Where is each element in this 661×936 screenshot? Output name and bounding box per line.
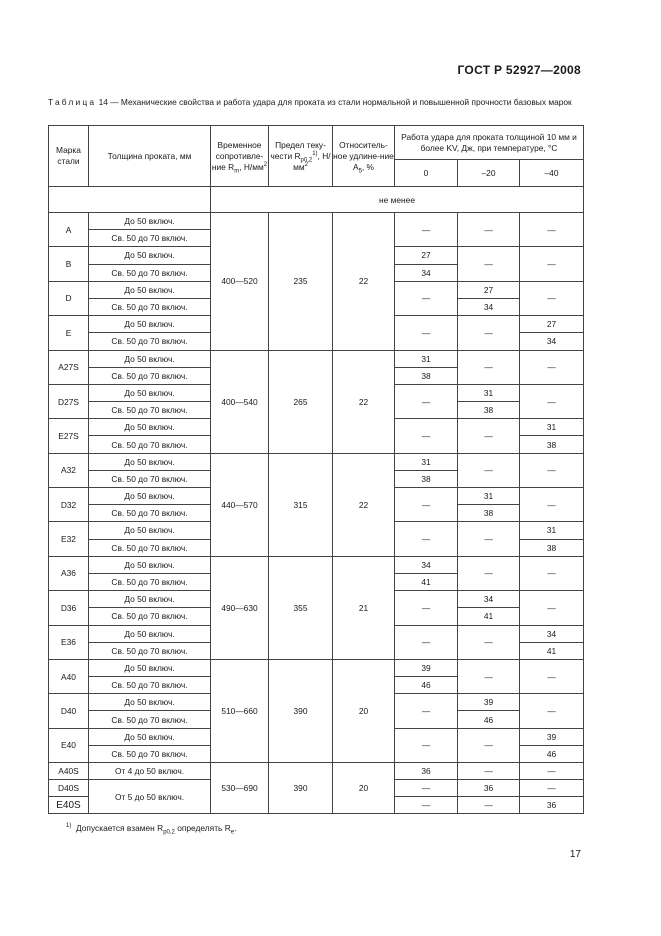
header-elongation: Относитель-ное удлине-ние $A_5$, % xyxy=(333,126,395,187)
grade-cell: D40S xyxy=(49,780,89,797)
thickness-cell: До 50 включ. xyxy=(89,453,211,470)
thickness-cell: Св. 50 до 70 включ. xyxy=(89,436,211,453)
elongation-cell: 22 xyxy=(333,453,395,556)
impact-cell: 34 xyxy=(520,625,584,642)
grade-cell: E xyxy=(49,316,89,350)
impact-cell: 34 xyxy=(458,298,520,315)
header-impact: Работа удара для проката толщиной 10 мм и более KV, Дж, при температуре, °С xyxy=(395,126,584,160)
impact-cell: 31 xyxy=(520,419,584,436)
thickness-cell: Св. 50 до 70 включ. xyxy=(89,711,211,728)
impact-cell: — xyxy=(395,281,458,315)
impact-cell: 31 xyxy=(458,384,520,401)
thickness-cell: До 50 включ. xyxy=(89,350,211,367)
impact-cell: — xyxy=(395,213,458,247)
thickness-cell: До 50 включ. xyxy=(89,247,211,264)
document-code: ГОСТ Р 52927—2008 xyxy=(457,63,581,77)
impact-cell: — xyxy=(395,316,458,350)
tensile-cell: 530—690 xyxy=(211,763,269,814)
elongation-cell: 20 xyxy=(333,659,395,762)
impact-cell: — xyxy=(458,522,520,556)
tensile-cell: 400—540 xyxy=(211,350,269,453)
impact-cell: — xyxy=(395,780,458,797)
impact-cell: 38 xyxy=(458,402,520,419)
impact-cell: 27 xyxy=(395,247,458,264)
thickness-cell: Св. 50 до 70 включ. xyxy=(89,505,211,522)
tensile-cell: 510—660 xyxy=(211,659,269,762)
grade-cell: E40 xyxy=(49,728,89,762)
impact-cell: — xyxy=(458,350,520,384)
thickness-cell: От 5 до 50 включ. xyxy=(89,780,211,814)
impact-cell: 31 xyxy=(395,350,458,367)
thickness-cell: Св. 50 до 70 включ. xyxy=(89,745,211,762)
yield-cell: 390 xyxy=(269,659,333,762)
impact-cell: 31 xyxy=(458,488,520,505)
thickness-cell: До 50 включ. xyxy=(89,728,211,745)
yield-cell: 235 xyxy=(269,213,333,351)
impact-cell: — xyxy=(520,213,584,247)
impact-cell: 39 xyxy=(395,659,458,676)
impact-cell: 31 xyxy=(520,522,584,539)
impact-cell: — xyxy=(520,659,584,693)
yield-cell: 390 xyxy=(269,763,333,814)
impact-cell: — xyxy=(395,694,458,728)
impact-cell: 38 xyxy=(520,539,584,556)
impact-cell: 34 xyxy=(520,333,584,350)
thickness-cell: Св. 50 до 70 включ. xyxy=(89,402,211,419)
impact-cell: — xyxy=(458,728,520,762)
header-temp-minus40: –40 xyxy=(520,160,584,187)
impact-cell: 36 xyxy=(458,780,520,797)
grade-cell: A27S xyxy=(49,350,89,384)
impact-cell: — xyxy=(520,350,584,384)
header-temp-0: 0 xyxy=(395,160,458,187)
impact-cell: 46 xyxy=(395,677,458,694)
thickness-cell: До 50 включ. xyxy=(89,316,211,333)
impact-cell: — xyxy=(520,488,584,522)
impact-cell: 38 xyxy=(395,367,458,384)
grade-cell: A32 xyxy=(49,453,89,487)
impact-cell: — xyxy=(520,780,584,797)
header-grade: Марка стали xyxy=(49,126,89,187)
thickness-cell: До 50 включ. xyxy=(89,659,211,676)
impact-cell: 34 xyxy=(458,591,520,608)
elongation-cell: 20 xyxy=(333,763,395,814)
elongation-cell: 22 xyxy=(333,350,395,453)
impact-cell: 27 xyxy=(458,281,520,298)
yield-cell: 315 xyxy=(269,453,333,556)
impact-cell: — xyxy=(458,213,520,247)
thickness-cell: До 50 включ. xyxy=(89,419,211,436)
impact-cell: — xyxy=(458,763,520,780)
table-caption xyxy=(48,96,586,108)
thickness-cell: Св. 50 до 70 включ. xyxy=(89,470,211,487)
thickness-cell: До 50 включ. xyxy=(89,694,211,711)
elongation-cell: 22 xyxy=(333,213,395,351)
thickness-cell: Св. 50 до 70 включ. xyxy=(89,230,211,247)
impact-cell: 38 xyxy=(520,436,584,453)
table-body xyxy=(49,213,584,814)
thickness-cell: До 50 включ. xyxy=(89,384,211,401)
table-row xyxy=(49,556,584,573)
thickness-cell: До 50 включ. xyxy=(89,213,211,230)
thickness-cell: Св. 50 до 70 включ. xyxy=(89,642,211,659)
thickness-cell: До 50 включ. xyxy=(89,625,211,642)
caption-text: — Механические свойства и работа удара для проката из стали нормальной и повышенной прочности базовых марок xyxy=(110,97,572,107)
thickness-cell: От 4 до 50 включ. xyxy=(89,763,211,780)
impact-cell: — xyxy=(458,247,520,281)
impact-cell: 41 xyxy=(395,573,458,590)
impact-cell: — xyxy=(520,556,584,590)
impact-cell: 39 xyxy=(458,694,520,711)
tensile-cell: 440—570 xyxy=(211,453,269,556)
thickness-cell: До 50 включ. xyxy=(89,591,211,608)
impact-cell: — xyxy=(458,797,520,814)
grade-cell: D36 xyxy=(49,591,89,625)
thickness-cell: Св. 50 до 70 включ. xyxy=(89,573,211,590)
thickness-cell: Св. 50 до 70 включ. xyxy=(89,298,211,315)
tensile-cell: 400—520 xyxy=(211,213,269,351)
table-row xyxy=(49,763,584,780)
header-thickness: Толщина проката, мм xyxy=(89,126,211,187)
elongation-cell: 21 xyxy=(333,556,395,659)
grade-cell: E36 xyxy=(49,625,89,659)
impact-cell: — xyxy=(520,384,584,418)
grade-cell: E27S xyxy=(49,419,89,453)
table-row xyxy=(49,659,584,676)
caption-label: Таблица xyxy=(48,97,97,107)
impact-cell: — xyxy=(520,453,584,487)
impact-cell: — xyxy=(458,453,520,487)
grade-cell: A36 xyxy=(49,556,89,590)
grade-cell: A40S xyxy=(49,763,89,780)
impact-cell: 38 xyxy=(395,470,458,487)
impact-cell: — xyxy=(395,488,458,522)
table-row xyxy=(49,213,584,230)
header-min-note: не менее xyxy=(211,187,584,213)
grade-cell: E32 xyxy=(49,522,89,556)
impact-cell: — xyxy=(458,556,520,590)
impact-cell: — xyxy=(395,522,458,556)
impact-cell: — xyxy=(395,384,458,418)
impact-cell: — xyxy=(458,625,520,659)
impact-cell: 39 xyxy=(520,728,584,745)
impact-cell: — xyxy=(458,316,520,350)
page-number: 17 xyxy=(569,849,581,860)
table-row xyxy=(49,350,584,367)
grade-cell: D27S xyxy=(49,384,89,418)
impact-cell: 27 xyxy=(520,316,584,333)
tensile-cell: 490—630 xyxy=(211,556,269,659)
impact-cell: — xyxy=(395,728,458,762)
grade-cell: A40 xyxy=(49,659,89,693)
impact-cell: 46 xyxy=(520,745,584,762)
grade-cell: D xyxy=(49,281,89,315)
thickness-cell: Св. 50 до 70 включ. xyxy=(89,677,211,694)
impact-cell: — xyxy=(520,591,584,625)
impact-cell: 36 xyxy=(395,763,458,780)
thickness-cell: Св. 50 до 70 включ. xyxy=(89,367,211,384)
yield-cell: 355 xyxy=(269,556,333,659)
header-yield: Предел теку-чести $R_{p0,2}^{1)}$, $Н/мм^2$ xyxy=(269,126,333,187)
impact-cell: 41 xyxy=(520,642,584,659)
impact-cell: — xyxy=(520,694,584,728)
impact-cell: — xyxy=(520,281,584,315)
thickness-cell: До 50 включ. xyxy=(89,556,211,573)
impact-cell: — xyxy=(395,419,458,453)
thickness-cell: До 50 включ. xyxy=(89,281,211,298)
impact-cell: 34 xyxy=(395,556,458,573)
impact-cell: 38 xyxy=(458,505,520,522)
impact-cell: — xyxy=(520,763,584,780)
header-temp-minus20: –20 xyxy=(458,160,520,187)
impact-cell: 36 xyxy=(520,797,584,814)
impact-cell: — xyxy=(395,797,458,814)
grade-cell: A xyxy=(49,213,89,247)
footnote: $^{1)}$ Допускается взамен $R_{p0,2}$ определять $R_e$. xyxy=(66,823,237,836)
impact-cell: 46 xyxy=(458,711,520,728)
grade-cell: B xyxy=(49,247,89,281)
header-tensile: Временное сопротивле-ние $R_m$, $Н/мм^2$ xyxy=(211,126,269,187)
thickness-cell: До 50 включ. xyxy=(89,488,211,505)
impact-cell: 34 xyxy=(395,264,458,281)
impact-cell: 31 xyxy=(395,453,458,470)
thickness-cell: Св. 50 до 70 включ. xyxy=(89,539,211,556)
yield-cell: 265 xyxy=(269,350,333,453)
grade-cell: D40 xyxy=(49,694,89,728)
grade-cell: E40S xyxy=(49,797,89,814)
impact-cell: — xyxy=(458,659,520,693)
impact-cell: — xyxy=(520,247,584,281)
caption-number: 14 xyxy=(98,97,108,107)
impact-cell: — xyxy=(458,419,520,453)
impact-cell: — xyxy=(395,625,458,659)
thickness-cell: Св. 50 до 70 включ. xyxy=(89,264,211,281)
grade-cell: D32 xyxy=(49,488,89,522)
table-row xyxy=(49,453,584,470)
impact-cell: 41 xyxy=(458,608,520,625)
impact-cell: — xyxy=(395,591,458,625)
mechanical-properties-table xyxy=(48,125,584,814)
thickness-cell: Св. 50 до 70 включ. xyxy=(89,608,211,625)
thickness-cell: До 50 включ. xyxy=(89,522,211,539)
thickness-cell: Св. 50 до 70 включ. xyxy=(89,333,211,350)
